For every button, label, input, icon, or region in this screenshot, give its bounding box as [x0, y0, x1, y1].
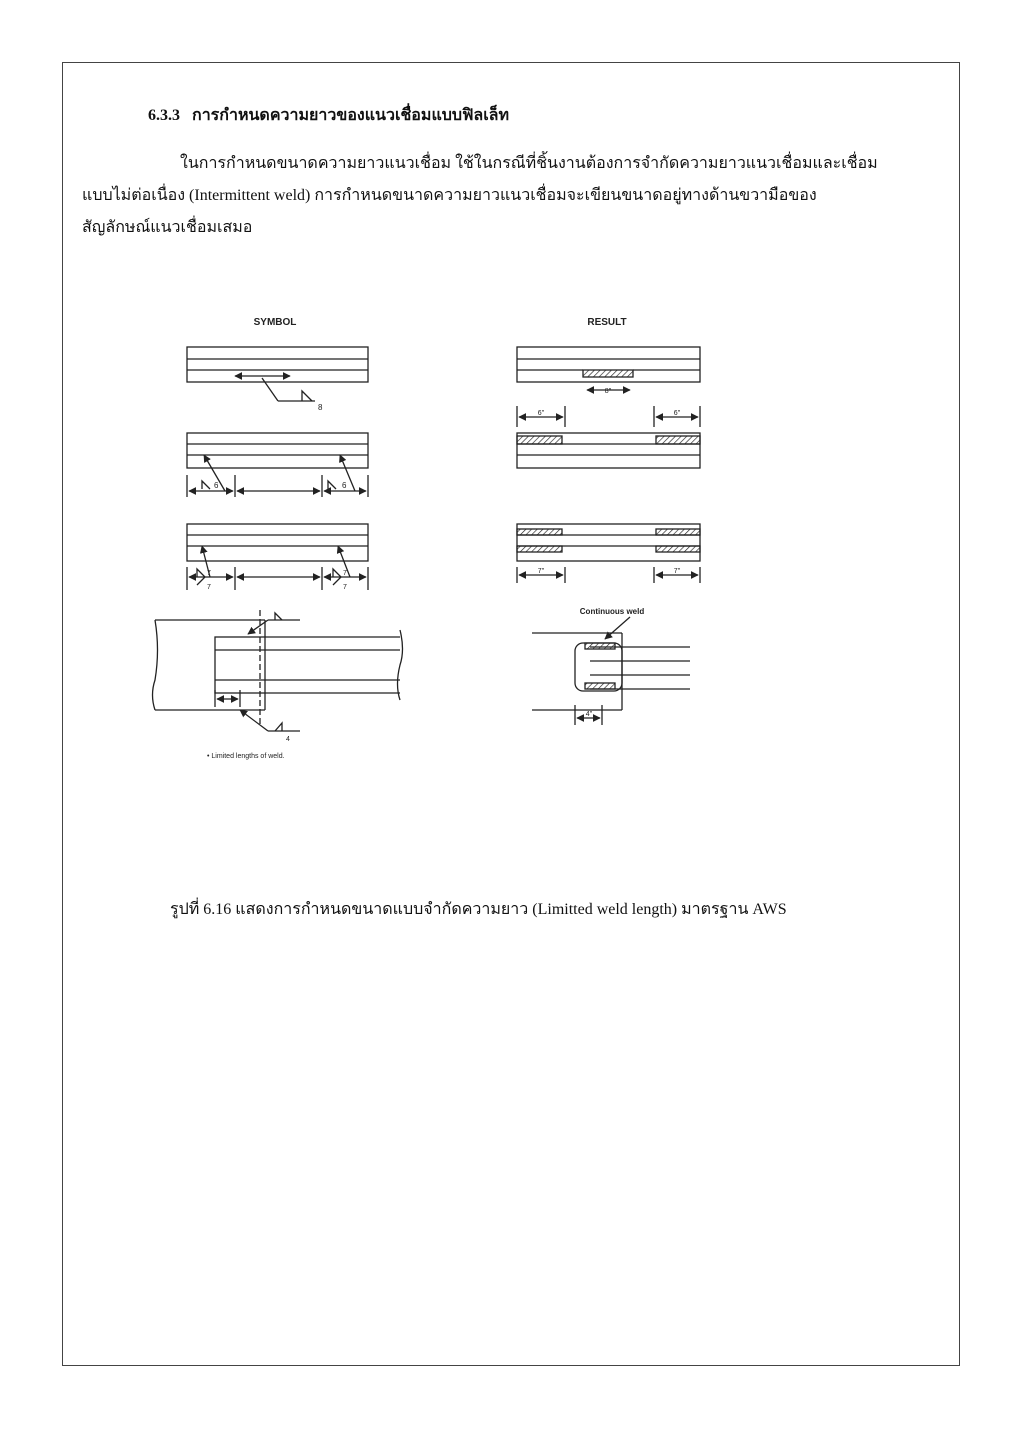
row1-dim-label: 8" — [604, 388, 612, 395]
paragraph-line-3: สัญลักษณ์แนวเชื่อมเสมอ — [82, 219, 253, 236]
row2-left-dim: 6" — [537, 410, 545, 417]
figure-caption: รูปที่ 6.16 แสดงการกำหนดขนาดแบบจำกัดความยาว (Limitted weld length) มาตรฐาน AWS — [170, 901, 787, 918]
row2-result — [517, 406, 700, 468]
continuous-weld-label: Continuous weld — [579, 607, 645, 616]
row3-right-size-top: 7 — [343, 570, 347, 577]
row2-right-size: 6 — [342, 481, 347, 490]
weld-length-figure — [150, 305, 710, 765]
row2-right-dim: 6" — [673, 410, 681, 417]
row1-size-label: 8 — [318, 403, 323, 412]
paragraph-line-2: แบบไม่ต่อเนื่อง (Intermittent weld) การกำหนดขนาดความยาวแนวเชื่อมจะเขียนขนาดอยู่ทางด้านขวามือของ — [82, 187, 817, 204]
figure-footnote: • Limited lengths of weld. — [207, 753, 285, 760]
row4-result-dim: 4" — [585, 711, 593, 718]
row1-result — [517, 347, 700, 395]
row3-left-size-bottom: 7 — [207, 584, 211, 591]
row3-left-size-top: 7 — [207, 570, 211, 577]
row3-symbol — [187, 524, 368, 591]
row3-right-dim: 7" — [673, 568, 681, 575]
row2-left-size: 6 — [214, 481, 219, 490]
section-heading — [148, 103, 509, 128]
row4-size-label: 4 — [286, 736, 290, 743]
row2-symbol — [187, 433, 368, 497]
row1-symbol — [187, 347, 368, 412]
section-number: 6.3.3 — [148, 107, 180, 124]
row3-result — [517, 524, 700, 583]
body-paragraph — [82, 148, 935, 244]
row3-left-dim: 7" — [537, 568, 545, 575]
row4-symbol — [153, 610, 403, 760]
paragraph-line-1: ในการกำหนดขนาดความยาวแนวเชื่อม ใช้ในกรณีที่ชิ้นงานต้องการจำกัดความยาวแนวเชื่อมและเชื่อม — [180, 155, 878, 172]
row3-right-size-bottom: 7 — [343, 584, 347, 591]
result-header: RESULT — [587, 317, 627, 328]
row4-result — [532, 607, 690, 725]
symbol-header: SYMBOL — [253, 317, 297, 328]
section-title: การกำหนดความยาวของแนวเชื่อมแบบฟิลเล็ท — [192, 107, 510, 124]
